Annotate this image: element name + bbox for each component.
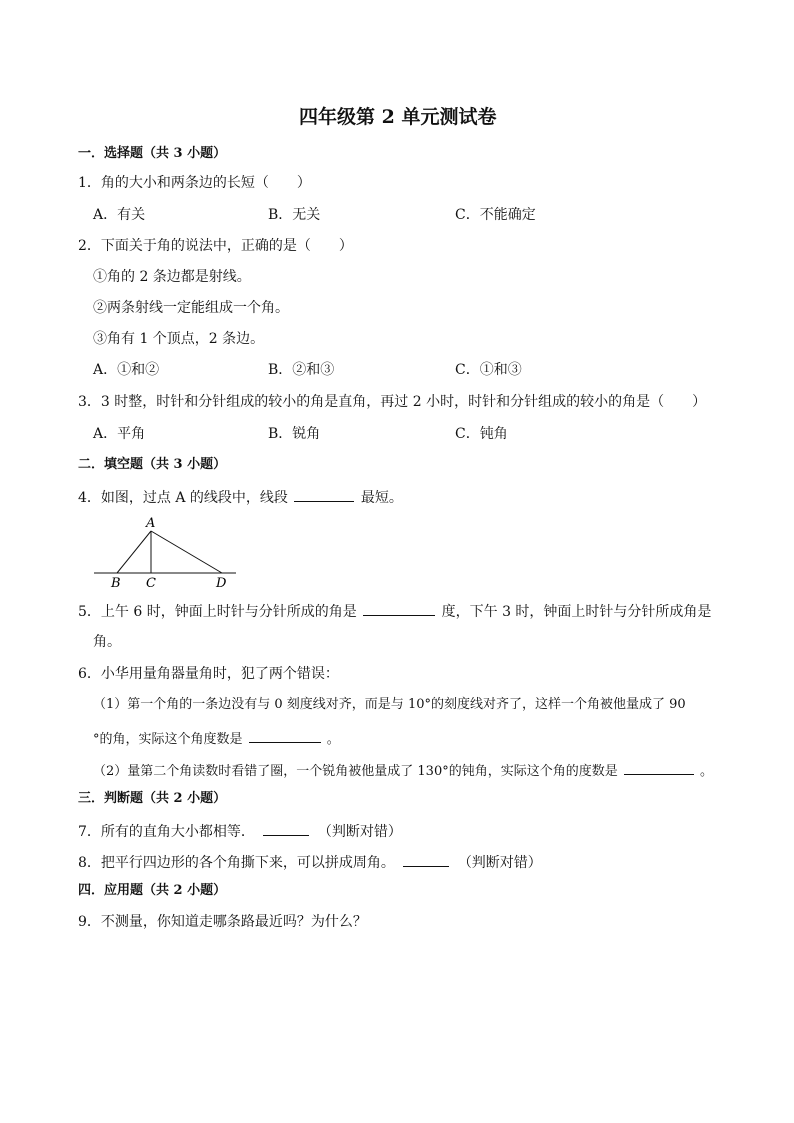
answer-blank[interactable]: [624, 760, 694, 775]
segment-ad: [151, 531, 222, 573]
answer-blank[interactable]: [294, 487, 354, 502]
question-5-mid: 度，下午 3 时，钟面上时针与分针所成角是: [441, 604, 712, 620]
answer-blank[interactable]: [263, 821, 309, 836]
question-7-suffix: （判断对错）: [317, 824, 402, 840]
answer-blank[interactable]: [249, 728, 321, 743]
section-heading-choice: 一．选择题（共 3 小题）: [78, 146, 227, 161]
question-9-stem: 9．不测量，你知道走哪条路最近吗？为什么？: [78, 914, 367, 930]
question-2-option-b: B．②和③: [268, 362, 335, 378]
question-5-stem: 5．上午 6 时，钟面上时针与分针所成的角是: [78, 604, 357, 620]
point-label-c: C: [146, 576, 156, 590]
answer-blank[interactable]: [363, 601, 435, 616]
question-2-stem: 2．下面关于角的说法中，正确的是（ ）: [78, 238, 353, 254]
question-6-part-2: [93, 760, 713, 781]
question-5-line: [78, 601, 711, 621]
question-7-stem: 7．所有的直角大小都相等．: [78, 824, 255, 840]
question-6-part-1-cont: [93, 728, 340, 749]
question-1-option-a: A．有关: [93, 207, 146, 223]
question-6-part-1: （1）第一个角的一条边没有与 0 刻度线对齐，而是与 10°的刻度线对齐了，这样一个角被他量成了 90: [93, 697, 686, 712]
question-6-part-2-suffix: 。: [700, 764, 714, 779]
question-6-stem: 6．小华用量角器量角时，犯了两个错误：: [78, 666, 339, 682]
question-2-option-a: A．①和②: [93, 362, 160, 378]
point-label-b: B: [111, 576, 121, 590]
question-1-option-b: B．无关: [268, 207, 321, 223]
section-heading-application: 四．应用题（共 2 小题）: [78, 883, 227, 898]
question-6-part-1-text: °的角，实际这个角度数是: [93, 732, 243, 747]
question-2-option-c: C．①和③: [455, 362, 522, 378]
question-8-stem: 8．把平行四边形的各个角撕下来，可以拼成周角。: [78, 855, 395, 871]
question-6-part-1-suffix: 。: [326, 732, 340, 747]
question-4-stem: 4．如图，过点 A 的线段中，线段: [78, 490, 288, 506]
question-2-statement-3: ③角有 1 个顶点，2 条边。: [93, 331, 265, 347]
question-2-statement-1: ①角的 2 条边都是射线。: [93, 269, 251, 285]
question-1-stem: 1．角的大小和两条边的长短（ ）: [78, 175, 311, 191]
question-3-option-b: B．锐角: [268, 426, 321, 442]
question-7-line: [78, 821, 402, 841]
question-4-suffix: 最短。: [360, 490, 403, 506]
answer-blank[interactable]: [403, 852, 449, 867]
question-3-option-a: A．平角: [93, 426, 146, 442]
segment-ab: [117, 531, 151, 573]
question-4-line: [78, 487, 403, 507]
section-heading-fill: 二．填空题（共 3 小题）: [78, 457, 227, 472]
point-label-a: A: [146, 516, 156, 531]
point-label-d: D: [216, 576, 227, 590]
question-8-suffix: （判断对错）: [457, 855, 542, 871]
question-5-line-2: 角。: [93, 634, 121, 650]
question-3-option-c: C．钝角: [455, 426, 508, 442]
page-title: 四年级第 2 单元测试卷: [299, 106, 497, 128]
section-heading-judge: 三．判断题（共 2 小题）: [78, 791, 227, 806]
question-4-figure: [92, 514, 242, 590]
question-6-part-2-text: （2）量第二个角读数时看错了圈，一个锐角被他量成了 130°的钝角，实际这个角的度数是: [93, 764, 618, 779]
question-2-statement-2: ②两条射线一定能组成一个角。: [93, 300, 289, 316]
question-1-option-c: C．不能确定: [455, 207, 536, 223]
question-8-line: [78, 852, 542, 872]
question-3-stem: 3．3 时整，时针和分针组成的较小的角是直角，再过 2 小时，时针和分针组成的较小的角是（ ）: [78, 394, 707, 410]
